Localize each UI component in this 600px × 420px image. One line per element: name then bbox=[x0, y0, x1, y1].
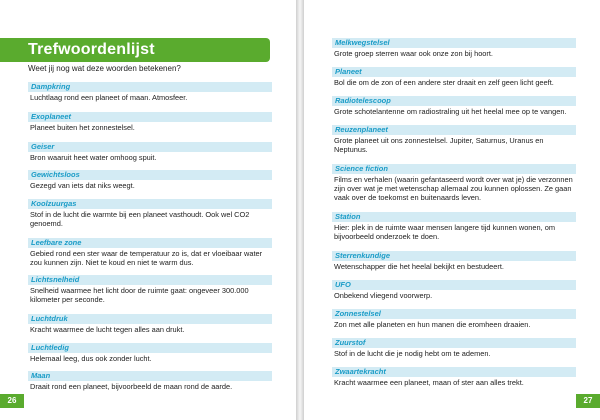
entry-term: Zwaartekracht bbox=[332, 367, 576, 377]
entry-term: Melkwegstelsel bbox=[332, 38, 576, 48]
glossary-entry bbox=[332, 251, 576, 280]
glossary-entry bbox=[28, 238, 272, 275]
entry-term: Planeet bbox=[332, 67, 576, 77]
entry-term: UFO bbox=[332, 280, 576, 290]
entry-term: Reuzenplaneet bbox=[332, 125, 576, 135]
glossary-entry bbox=[28, 199, 272, 238]
page-number-left: 26 bbox=[0, 394, 24, 408]
entry-definition: Films en verhalen (waarin gefantaseerd wordt over wat je) die verzonnen zijn over wat je met wetenschap allemaal zou kunnen oplossen. Ze gaan vaak over de toekomst en buitenaards leven. bbox=[334, 175, 573, 202]
glossary-entry bbox=[332, 96, 576, 125]
entry-term: Zonnestelsel bbox=[332, 309, 576, 319]
entry-term: Dampkring bbox=[28, 82, 272, 92]
entry-definition: Bron waaruit heet water omhoog spuit. bbox=[30, 153, 157, 162]
left-entry-list bbox=[28, 82, 272, 397]
glossary-entry bbox=[28, 82, 272, 112]
entry-definition: Grote groep sterren waar ook onze zon bij hoort. bbox=[334, 49, 493, 58]
entry-term: Maan bbox=[28, 371, 272, 381]
glossary-entry bbox=[28, 112, 272, 142]
glossary-entry bbox=[332, 38, 576, 67]
glossary-entry bbox=[28, 142, 272, 170]
glossary-entry bbox=[332, 367, 576, 393]
entry-term: Koolzuurgas bbox=[28, 199, 272, 209]
entry-definition: Zon met alle planeten en hun manen die eromheen draaien. bbox=[334, 320, 531, 329]
entry-term: Zuurstof bbox=[332, 338, 576, 348]
entry-definition: Gezegd van iets dat niks weegt. bbox=[30, 181, 135, 190]
entry-definition: Grote planeet uit ons zonnestelsel. Jupiter, Saturnus, Uranus en Neptunus. bbox=[334, 136, 544, 154]
page-number-right: 27 bbox=[576, 394, 600, 408]
entry-definition: Wetenschapper die het heelal bekijkt en bestudeert. bbox=[334, 262, 504, 271]
entry-definition: Luchtlaag rond een planeet of maan. Atmosfeer. bbox=[30, 93, 188, 102]
entry-term: Lichtsnelheid bbox=[28, 275, 272, 285]
entry-term: Luchtdruk bbox=[28, 314, 272, 324]
entry-term: Science fiction bbox=[332, 164, 576, 174]
entry-term: Geiser bbox=[28, 142, 272, 152]
entry-definition: Stof in de lucht die je nodig hebt om te ademen. bbox=[334, 349, 491, 358]
entry-term: Exoplaneet bbox=[28, 112, 272, 122]
glossary-entry bbox=[332, 280, 576, 309]
entry-term: Radiotelescoop bbox=[332, 96, 576, 106]
glossary-entry bbox=[332, 309, 576, 338]
intro-text: Weet jij nog wat deze woorden betekenen? bbox=[28, 64, 181, 73]
title-bar bbox=[0, 38, 270, 62]
entry-definition: Grote schotelantenne om radiostraling uit het heelal mee op te vangen. bbox=[334, 107, 567, 116]
entry-term: Sterrenkundige bbox=[332, 251, 576, 261]
entry-definition: Helemaal leeg, dus ook zonder lucht. bbox=[30, 354, 152, 363]
entry-definition: Kracht waarmee de lucht tegen alles aan drukt. bbox=[30, 325, 185, 334]
right-entry-list bbox=[332, 38, 576, 393]
glossary-entry bbox=[332, 125, 576, 164]
glossary-entry bbox=[28, 170, 272, 199]
entry-definition: Draait rond een planeet, bijvoorbeeld de maan rond de aarde. bbox=[30, 382, 233, 391]
glossary-entry bbox=[332, 212, 576, 251]
entry-definition: Planeet buiten het zonnestelsel. bbox=[30, 123, 135, 132]
entry-term: Station bbox=[332, 212, 576, 222]
entry-definition: Stof in de lucht die warmte bij een planeet vasthoudt. Ook wel CO2 genoemd. bbox=[30, 210, 250, 228]
page-title: Trefwoordenlijst bbox=[28, 41, 155, 58]
entry-definition: Hier: plek in de ruimte waar mensen langere tijd kunnen wonen, om bijvoorbeeld onderzoek te doen. bbox=[334, 223, 556, 241]
glossary-entry bbox=[28, 314, 272, 343]
left-page bbox=[0, 0, 296, 420]
entry-term: Leefbare zone bbox=[28, 238, 272, 248]
entry-definition: Bol die om de zon of een andere ster draait en zelf geen licht geeft. bbox=[334, 78, 554, 87]
glossary-entry bbox=[28, 343, 272, 371]
entry-definition: Onbekend vliegend voorwerp. bbox=[334, 291, 433, 300]
glossary-entry bbox=[332, 338, 576, 367]
book-gutter bbox=[296, 0, 304, 420]
glossary-entry bbox=[28, 371, 272, 397]
entry-definition: Kracht waarmee een planeet, maan of ster aan alles trekt. bbox=[334, 378, 524, 387]
entry-definition: Snelheid waarmee het licht door de ruimte gaat: ongeveer 300.000 kilometer per seconde. bbox=[30, 286, 249, 304]
entry-term: Luchtledig bbox=[28, 343, 272, 353]
glossary-entry bbox=[332, 67, 576, 96]
glossary-entry bbox=[28, 275, 272, 314]
glossary-entry bbox=[332, 164, 576, 212]
entry-term: Gewichtsloos bbox=[28, 170, 272, 180]
entry-definition: Gebied rond een ster waar de temperatuur zo is, dat er vloeibaar water zou kunnen zijn. Niet te koud en niet te warm dus. bbox=[30, 249, 263, 267]
right-page bbox=[304, 0, 600, 420]
